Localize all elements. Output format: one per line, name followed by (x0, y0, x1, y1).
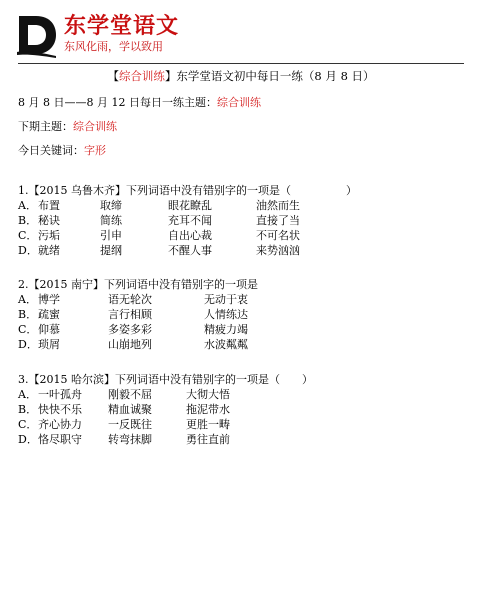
title-open-bracket: 【 (107, 69, 119, 83)
option-word: 琐屑 (38, 338, 60, 351)
question-stem: 3.【2015 哈尔滨】下列词语中没有错别字的一项是（ ） (18, 373, 313, 386)
option-row (18, 417, 458, 432)
option-row (18, 432, 458, 447)
option-row (18, 387, 458, 402)
option-label: C． (18, 229, 38, 242)
brand-logo-icon (16, 12, 58, 58)
option-row (18, 337, 458, 352)
next-theme-label: 下期主题： (18, 120, 73, 133)
header-divider (18, 63, 464, 64)
option-word: 无动于衷 (204, 293, 248, 306)
option-row (18, 243, 458, 258)
question-stem: 2.【2015 南宁】下列词语中没有错别字的一项是 (18, 278, 258, 291)
option-word: 引申 (100, 229, 122, 242)
option-word: 充耳不闻 (168, 214, 212, 227)
option-label: A． (18, 388, 37, 401)
option-word: 简练 (100, 214, 122, 227)
option-word: 大彻大悟 (186, 388, 230, 401)
option-word: 一叶孤舟 (38, 388, 82, 401)
option-label: B． (18, 308, 38, 321)
option-word: 一反既往 (108, 418, 152, 431)
option-word: 博学 (38, 293, 60, 306)
option-word: 恪尽职守 (38, 433, 82, 446)
question-stem: 1.【2015 乌鲁木齐】下列词语中没有错别字的一项是（ ） (18, 184, 357, 197)
option-word: 自出心裁 (168, 229, 212, 242)
option-word: 不可名状 (256, 229, 300, 242)
option-word: 就绪 (38, 244, 60, 257)
option-row (18, 198, 458, 213)
option-word: 人情练达 (204, 308, 248, 321)
option-label: D． (18, 338, 38, 351)
option-word: 眼花瞭乱 (168, 199, 212, 212)
question-1 (18, 183, 458, 258)
option-word: 更胜一畴 (186, 418, 230, 431)
option-row (18, 322, 458, 337)
option-word: 油然而生 (256, 199, 300, 212)
option-word: 直接了当 (256, 214, 300, 227)
option-word: 精血诚聚 (108, 403, 152, 416)
next-theme-line (18, 119, 117, 134)
next-theme-value: 综合训练 (73, 120, 117, 133)
option-word: 转弯抹脚 (108, 433, 152, 446)
option-row (18, 402, 458, 417)
option-word: 齐心协力 (38, 418, 82, 431)
option-label: B． (18, 403, 38, 416)
option-word: 拖泥带水 (186, 403, 230, 416)
option-label: D． (18, 433, 38, 446)
practice-range-line (18, 95, 261, 110)
option-label: C． (18, 323, 38, 336)
option-word: 山崩地列 (108, 338, 152, 351)
option-word: 言行相顾 (108, 308, 152, 321)
option-label: A． (18, 199, 37, 212)
brand-title: 东学堂语文 (64, 14, 180, 39)
practice-range-theme: 综合训练 (216, 96, 261, 109)
option-word: 秘诀 (38, 214, 60, 227)
option-word: 勇往直前 (186, 433, 230, 446)
option-word: 快快不乐 (38, 403, 82, 416)
option-row (18, 292, 458, 307)
page-header (0, 0, 482, 64)
option-word: 来势汹汹 (256, 244, 300, 257)
option-word: 精疲力竭 (204, 323, 248, 336)
option-word: 取缔 (100, 199, 122, 212)
practice-range-text: 8 月 8 日——8 月 12 日每日一练主题： (18, 96, 217, 109)
document-title (0, 68, 482, 84)
option-label: C． (18, 418, 38, 431)
keyword-line (18, 143, 106, 158)
option-word: 多姿多彩 (108, 323, 152, 336)
option-word: 污垢 (38, 229, 60, 242)
option-word: 刚毅不屈 (108, 388, 152, 401)
option-word: 不醒人事 (168, 244, 212, 257)
title-rest: 】东学堂语文初中每日一练（8 月 8 日） (164, 69, 375, 83)
option-word: 疏蜜 (38, 308, 60, 321)
option-row (18, 228, 458, 243)
option-word: 布置 (38, 199, 60, 212)
option-row (18, 307, 458, 322)
option-word: 仰慕 (38, 323, 60, 336)
option-word: 提纲 (100, 244, 122, 257)
keyword-label: 今日关键词： (18, 144, 84, 157)
option-label: B． (18, 214, 38, 227)
brand-slogan: 东风化雨，学以致用 (64, 40, 163, 53)
option-word: 水波粼粼 (204, 338, 248, 351)
question-2 (18, 277, 458, 352)
option-label: D． (18, 244, 38, 257)
keyword-value: 字形 (84, 144, 106, 157)
title-tag: 综合训练 (118, 69, 165, 83)
option-word: 语无轮次 (108, 293, 152, 306)
option-label: A． (18, 293, 37, 306)
question-3 (18, 372, 458, 447)
option-row (18, 213, 458, 228)
